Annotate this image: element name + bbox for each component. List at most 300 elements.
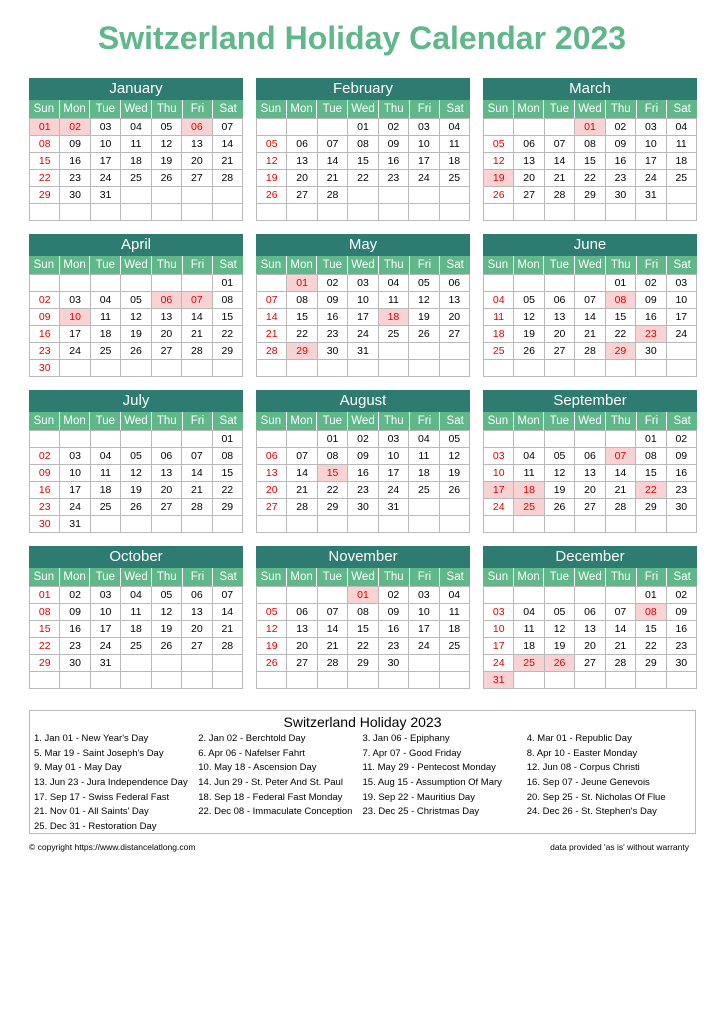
day-cell: 06 bbox=[287, 604, 317, 621]
month-july bbox=[29, 390, 243, 533]
weekday-label: Wed bbox=[575, 568, 606, 586]
empty-cell bbox=[287, 587, 317, 604]
day-cell: 06 bbox=[182, 587, 212, 604]
day-cell: 11 bbox=[667, 136, 697, 153]
day-cell: 22 bbox=[30, 170, 60, 187]
month-header: June bbox=[483, 234, 697, 256]
empty-cell bbox=[440, 516, 470, 533]
day-cell: 10 bbox=[484, 621, 514, 638]
day-cell: 15 bbox=[30, 621, 60, 638]
weekday-label: Mon bbox=[514, 100, 545, 118]
day-cell: 16 bbox=[667, 621, 697, 638]
day-cell: 30 bbox=[60, 655, 90, 672]
day-cell: 04 bbox=[440, 587, 470, 604]
empty-cell bbox=[287, 204, 317, 221]
empty-cell bbox=[182, 360, 212, 377]
empty-cell bbox=[121, 431, 151, 448]
day-cell: 30 bbox=[606, 187, 636, 204]
empty-cell bbox=[606, 204, 636, 221]
day-cell: 25 bbox=[484, 343, 514, 360]
day-cell: 17 bbox=[409, 621, 439, 638]
empty-cell bbox=[575, 516, 605, 533]
empty-cell bbox=[440, 204, 470, 221]
day-cell: 11 bbox=[440, 604, 470, 621]
empty-cell bbox=[636, 204, 666, 221]
day-cell: 26 bbox=[121, 343, 151, 360]
weekday-label: Fri bbox=[410, 568, 441, 586]
empty-cell bbox=[379, 204, 409, 221]
weekday-label: Fri bbox=[410, 256, 441, 274]
day-cell: 26 bbox=[121, 499, 151, 516]
day-cell: 10 bbox=[409, 604, 439, 621]
day-cell: 18 bbox=[121, 621, 151, 638]
empty-cell bbox=[60, 204, 90, 221]
empty-cell bbox=[182, 672, 212, 689]
day-cell: 25 bbox=[121, 638, 151, 655]
day-cell: 18 bbox=[121, 153, 151, 170]
empty-cell bbox=[213, 360, 243, 377]
day-cell: 03 bbox=[60, 448, 90, 465]
month-april bbox=[29, 234, 243, 377]
day-cell: 12 bbox=[440, 448, 470, 465]
day-cell: 05 bbox=[514, 292, 544, 309]
weekday-label: Wed bbox=[575, 412, 606, 430]
empty-cell bbox=[545, 672, 575, 689]
day-cell: 10 bbox=[60, 309, 90, 326]
empty-cell bbox=[152, 360, 182, 377]
day-cell: 19 bbox=[121, 482, 151, 499]
holiday-list-box bbox=[29, 710, 696, 834]
day-cell: 26 bbox=[545, 499, 575, 516]
day-cell: 01 bbox=[348, 587, 378, 604]
empty-cell bbox=[606, 431, 636, 448]
day-cell: 31 bbox=[91, 655, 121, 672]
month-september bbox=[483, 390, 697, 533]
empty-cell bbox=[182, 187, 212, 204]
weekday-label: Tue bbox=[90, 412, 121, 430]
day-cell: 05 bbox=[121, 448, 151, 465]
day-cell: 13 bbox=[575, 621, 605, 638]
day-cell: 27 bbox=[287, 187, 317, 204]
weekday-label: Wed bbox=[121, 568, 152, 586]
day-cell: 11 bbox=[379, 292, 409, 309]
weekday-label: Tue bbox=[317, 256, 348, 274]
day-cell: 20 bbox=[152, 482, 182, 499]
day-cell: 13 bbox=[287, 153, 317, 170]
day-grid bbox=[256, 586, 470, 689]
weekday-label: Wed bbox=[348, 412, 379, 430]
weekday-label: Tue bbox=[544, 568, 575, 586]
day-cell: 01 bbox=[636, 431, 666, 448]
weekday-header bbox=[256, 256, 470, 274]
weekday-label: Fri bbox=[637, 100, 668, 118]
empty-cell bbox=[318, 119, 348, 136]
day-cell: 28 bbox=[213, 638, 243, 655]
day-cell: 04 bbox=[440, 119, 470, 136]
day-cell: 16 bbox=[636, 309, 666, 326]
empty-cell bbox=[667, 672, 697, 689]
day-cell: 15 bbox=[348, 153, 378, 170]
day-cell: 10 bbox=[91, 136, 121, 153]
day-cell: 26 bbox=[257, 655, 287, 672]
day-cell: 12 bbox=[545, 621, 575, 638]
weekday-label: Sun bbox=[483, 100, 514, 118]
day-cell: 26 bbox=[152, 638, 182, 655]
day-cell: 11 bbox=[91, 309, 121, 326]
day-cell: 23 bbox=[379, 638, 409, 655]
day-cell: 16 bbox=[30, 482, 60, 499]
empty-cell bbox=[91, 672, 121, 689]
day-cell: 27 bbox=[575, 655, 605, 672]
empty-cell bbox=[30, 672, 60, 689]
day-cell: 23 bbox=[348, 482, 378, 499]
day-cell: 14 bbox=[606, 621, 636, 638]
weekday-label: Fri bbox=[637, 568, 668, 586]
weekday-label: Thu bbox=[379, 100, 410, 118]
weekday-label: Wed bbox=[575, 256, 606, 274]
empty-cell bbox=[287, 672, 317, 689]
day-cell: 13 bbox=[545, 309, 575, 326]
empty-cell bbox=[91, 516, 121, 533]
day-cell: 05 bbox=[152, 587, 182, 604]
empty-cell bbox=[575, 275, 605, 292]
day-cell: 05 bbox=[545, 604, 575, 621]
weekday-label: Sun bbox=[29, 100, 60, 118]
empty-cell bbox=[545, 360, 575, 377]
day-cell: 15 bbox=[636, 465, 666, 482]
day-grid bbox=[256, 430, 470, 533]
day-cell: 30 bbox=[667, 655, 697, 672]
day-cell: 05 bbox=[545, 448, 575, 465]
weekday-header bbox=[29, 100, 243, 118]
holiday-list-item: 17. Sep 17 - Swiss Federal Fast bbox=[34, 791, 170, 803]
weekday-label: Mon bbox=[287, 568, 318, 586]
day-cell: 05 bbox=[440, 431, 470, 448]
empty-cell bbox=[440, 187, 470, 204]
holiday-list-item: 16. Sep 07 - Jeune Genevois bbox=[526, 777, 650, 789]
empty-cell bbox=[440, 499, 470, 516]
day-cell: 14 bbox=[213, 136, 243, 153]
day-cell: 10 bbox=[484, 465, 514, 482]
day-cell: 08 bbox=[348, 136, 378, 153]
day-cell: 08 bbox=[575, 136, 605, 153]
day-cell: 29 bbox=[213, 343, 243, 360]
empty-cell bbox=[575, 672, 605, 689]
day-cell: 21 bbox=[182, 482, 212, 499]
empty-cell bbox=[318, 360, 348, 377]
empty-cell bbox=[636, 672, 666, 689]
weekday-label: Mon bbox=[287, 256, 318, 274]
day-cell: 07 bbox=[318, 136, 348, 153]
day-cell: 08 bbox=[30, 136, 60, 153]
day-cell: 18 bbox=[409, 465, 439, 482]
day-cell: 31 bbox=[60, 516, 90, 533]
empty-cell bbox=[636, 516, 666, 533]
weekday-label: Sun bbox=[29, 256, 60, 274]
empty-cell bbox=[287, 431, 317, 448]
holiday-list-item: 22. Dec 08 - Immaculate Conception bbox=[198, 806, 353, 818]
day-cell: 14 bbox=[575, 309, 605, 326]
day-cell: 08 bbox=[636, 604, 666, 621]
day-cell: 02 bbox=[379, 587, 409, 604]
day-cell: 15 bbox=[287, 309, 317, 326]
empty-cell bbox=[409, 187, 439, 204]
month-header: September bbox=[483, 390, 697, 412]
day-cell: 25 bbox=[379, 326, 409, 343]
day-cell: 20 bbox=[514, 170, 544, 187]
day-cell: 21 bbox=[606, 638, 636, 655]
weekday-label: Wed bbox=[121, 256, 152, 274]
day-cell: 20 bbox=[287, 170, 317, 187]
day-cell: 07 bbox=[213, 587, 243, 604]
holiday-list-item: 18. Sep 18 - Federal Fast Monday bbox=[198, 791, 343, 803]
day-grid bbox=[29, 430, 243, 533]
day-cell: 22 bbox=[606, 326, 636, 343]
day-cell: 12 bbox=[121, 465, 151, 482]
empty-cell bbox=[484, 431, 514, 448]
holiday-list-item: 7. Apr 07 - Good Friday bbox=[362, 747, 462, 759]
day-cell: 04 bbox=[667, 119, 697, 136]
day-cell: 14 bbox=[318, 153, 348, 170]
day-cell: 17 bbox=[667, 309, 697, 326]
day-cell: 30 bbox=[30, 360, 60, 377]
weekday-label: Tue bbox=[90, 100, 121, 118]
empty-cell bbox=[348, 187, 378, 204]
weekday-label: Fri bbox=[183, 256, 214, 274]
day-cell: 29 bbox=[318, 499, 348, 516]
day-cell: 11 bbox=[514, 465, 544, 482]
day-cell: 09 bbox=[606, 136, 636, 153]
empty-cell bbox=[409, 204, 439, 221]
weekday-label: Thu bbox=[379, 568, 410, 586]
day-cell: 21 bbox=[318, 170, 348, 187]
day-cell: 26 bbox=[152, 170, 182, 187]
empty-cell bbox=[121, 360, 151, 377]
day-cell: 16 bbox=[30, 326, 60, 343]
day-cell: 06 bbox=[257, 448, 287, 465]
day-cell: 01 bbox=[213, 275, 243, 292]
empty-cell bbox=[257, 431, 287, 448]
weekday-label: Tue bbox=[544, 412, 575, 430]
empty-cell bbox=[121, 516, 151, 533]
weekday-label: Thu bbox=[152, 568, 183, 586]
day-cell: 21 bbox=[182, 326, 212, 343]
weekday-label: Sun bbox=[256, 256, 287, 274]
day-cell: 04 bbox=[121, 587, 151, 604]
empty-cell bbox=[514, 431, 544, 448]
day-cell: 21 bbox=[257, 326, 287, 343]
day-cell: 17 bbox=[484, 638, 514, 655]
empty-cell bbox=[152, 431, 182, 448]
month-may bbox=[256, 234, 470, 377]
weekday-header bbox=[483, 100, 697, 118]
day-cell: 04 bbox=[514, 604, 544, 621]
empty-cell bbox=[409, 360, 439, 377]
empty-cell bbox=[409, 516, 439, 533]
empty-cell bbox=[348, 204, 378, 221]
day-cell: 15 bbox=[606, 309, 636, 326]
day-cell: 06 bbox=[152, 448, 182, 465]
month-december bbox=[483, 546, 697, 689]
weekday-label: Sun bbox=[29, 412, 60, 430]
weekday-header bbox=[483, 568, 697, 586]
empty-cell bbox=[667, 360, 697, 377]
copyright-footer: © copyright https://www.distancelatlong.com bbox=[29, 842, 196, 852]
day-cell: 08 bbox=[636, 448, 666, 465]
empty-cell bbox=[182, 655, 212, 672]
day-cell: 28 bbox=[182, 499, 212, 516]
weekday-label: Sat bbox=[440, 100, 470, 118]
day-cell: 30 bbox=[30, 516, 60, 533]
day-cell: 12 bbox=[257, 153, 287, 170]
month-header: July bbox=[29, 390, 243, 412]
day-cell: 22 bbox=[636, 482, 666, 499]
holiday-list-item: 15. Aug 15 - Assumption Of Mary bbox=[362, 777, 502, 789]
day-cell: 24 bbox=[60, 343, 90, 360]
day-cell: 28 bbox=[606, 655, 636, 672]
day-cell: 24 bbox=[60, 499, 90, 516]
day-cell: 29 bbox=[30, 655, 60, 672]
day-cell: 17 bbox=[636, 153, 666, 170]
day-cell: 21 bbox=[575, 326, 605, 343]
empty-cell bbox=[514, 119, 544, 136]
weekday-label: Wed bbox=[121, 100, 152, 118]
day-cell: 21 bbox=[213, 153, 243, 170]
day-cell: 26 bbox=[257, 187, 287, 204]
day-cell: 08 bbox=[213, 292, 243, 309]
weekday-label: Mon bbox=[60, 412, 91, 430]
day-cell: 29 bbox=[606, 343, 636, 360]
empty-cell bbox=[213, 204, 243, 221]
empty-cell bbox=[318, 672, 348, 689]
day-cell: 03 bbox=[60, 292, 90, 309]
empty-cell bbox=[213, 187, 243, 204]
day-cell: 01 bbox=[30, 119, 60, 136]
day-cell: 13 bbox=[440, 292, 470, 309]
day-cell: 18 bbox=[91, 482, 121, 499]
day-cell: 27 bbox=[152, 343, 182, 360]
day-cell: 05 bbox=[409, 275, 439, 292]
empty-cell bbox=[257, 119, 287, 136]
empty-cell bbox=[667, 343, 697, 360]
day-cell: 09 bbox=[636, 292, 666, 309]
empty-cell bbox=[440, 655, 470, 672]
day-cell: 03 bbox=[484, 448, 514, 465]
day-cell: 27 bbox=[575, 499, 605, 516]
day-cell: 12 bbox=[152, 604, 182, 621]
day-cell: 19 bbox=[484, 170, 514, 187]
empty-cell bbox=[606, 360, 636, 377]
day-cell: 24 bbox=[91, 170, 121, 187]
day-cell: 08 bbox=[348, 604, 378, 621]
empty-cell bbox=[257, 672, 287, 689]
day-cell: 24 bbox=[667, 326, 697, 343]
empty-cell bbox=[91, 360, 121, 377]
empty-cell bbox=[545, 119, 575, 136]
day-cell: 02 bbox=[30, 448, 60, 465]
day-cell: 07 bbox=[606, 448, 636, 465]
day-cell: 04 bbox=[91, 292, 121, 309]
weekday-header bbox=[256, 568, 470, 586]
empty-cell bbox=[257, 275, 287, 292]
day-cell: 29 bbox=[30, 187, 60, 204]
day-cell: 04 bbox=[121, 119, 151, 136]
day-cell: 04 bbox=[91, 448, 121, 465]
weekday-label: Sat bbox=[213, 100, 243, 118]
weekday-label: Fri bbox=[183, 568, 214, 586]
day-cell: 15 bbox=[575, 153, 605, 170]
day-cell: 13 bbox=[257, 465, 287, 482]
holiday-list-title: Switzerland Holiday 2023 bbox=[283, 714, 442, 730]
day-cell: 20 bbox=[182, 621, 212, 638]
day-cell: 04 bbox=[409, 431, 439, 448]
empty-cell bbox=[30, 275, 60, 292]
empty-cell bbox=[484, 587, 514, 604]
weekday-label: Tue bbox=[90, 256, 121, 274]
day-cell: 26 bbox=[545, 655, 575, 672]
empty-cell bbox=[440, 343, 470, 360]
day-cell: 28 bbox=[257, 343, 287, 360]
day-cell: 26 bbox=[514, 343, 544, 360]
empty-cell bbox=[575, 204, 605, 221]
day-cell: 22 bbox=[348, 638, 378, 655]
weekday-label: Mon bbox=[287, 100, 318, 118]
day-cell: 10 bbox=[667, 292, 697, 309]
day-cell: 02 bbox=[30, 292, 60, 309]
empty-cell bbox=[257, 587, 287, 604]
day-cell: 16 bbox=[606, 153, 636, 170]
weekday-label: Mon bbox=[60, 568, 91, 586]
day-cell: 02 bbox=[667, 587, 697, 604]
weekday-label: Sat bbox=[667, 256, 697, 274]
weekday-label: Fri bbox=[183, 100, 214, 118]
day-cell: 13 bbox=[182, 604, 212, 621]
holiday-list-item: 9. May 01 - May Day bbox=[34, 762, 122, 774]
weekday-label: Thu bbox=[606, 568, 637, 586]
day-cell: 25 bbox=[91, 343, 121, 360]
weekday-label: Tue bbox=[317, 100, 348, 118]
day-cell: 10 bbox=[348, 292, 378, 309]
day-cell: 25 bbox=[91, 499, 121, 516]
day-cell: 15 bbox=[348, 621, 378, 638]
weekday-label: Fri bbox=[637, 412, 668, 430]
day-cell: 07 bbox=[318, 604, 348, 621]
day-cell: 29 bbox=[348, 655, 378, 672]
day-grid bbox=[256, 118, 470, 221]
day-cell: 31 bbox=[636, 187, 666, 204]
month-header: January bbox=[29, 78, 243, 100]
day-cell: 12 bbox=[484, 153, 514, 170]
empty-cell bbox=[257, 204, 287, 221]
empty-cell bbox=[213, 655, 243, 672]
holiday-list-item: 4. Mar 01 - Republic Day bbox=[526, 733, 632, 744]
day-cell: 22 bbox=[318, 482, 348, 499]
empty-cell bbox=[484, 516, 514, 533]
day-cell: 17 bbox=[348, 309, 378, 326]
empty-cell bbox=[287, 516, 317, 533]
empty-cell bbox=[409, 672, 439, 689]
month-november bbox=[256, 546, 470, 689]
day-cell: 16 bbox=[60, 621, 90, 638]
day-cell: 09 bbox=[30, 465, 60, 482]
day-cell: 23 bbox=[30, 499, 60, 516]
day-cell: 28 bbox=[606, 499, 636, 516]
weekday-header bbox=[483, 412, 697, 430]
month-header: December bbox=[483, 546, 697, 568]
day-cell: 29 bbox=[287, 343, 317, 360]
day-cell: 25 bbox=[440, 638, 470, 655]
day-cell: 15 bbox=[636, 621, 666, 638]
